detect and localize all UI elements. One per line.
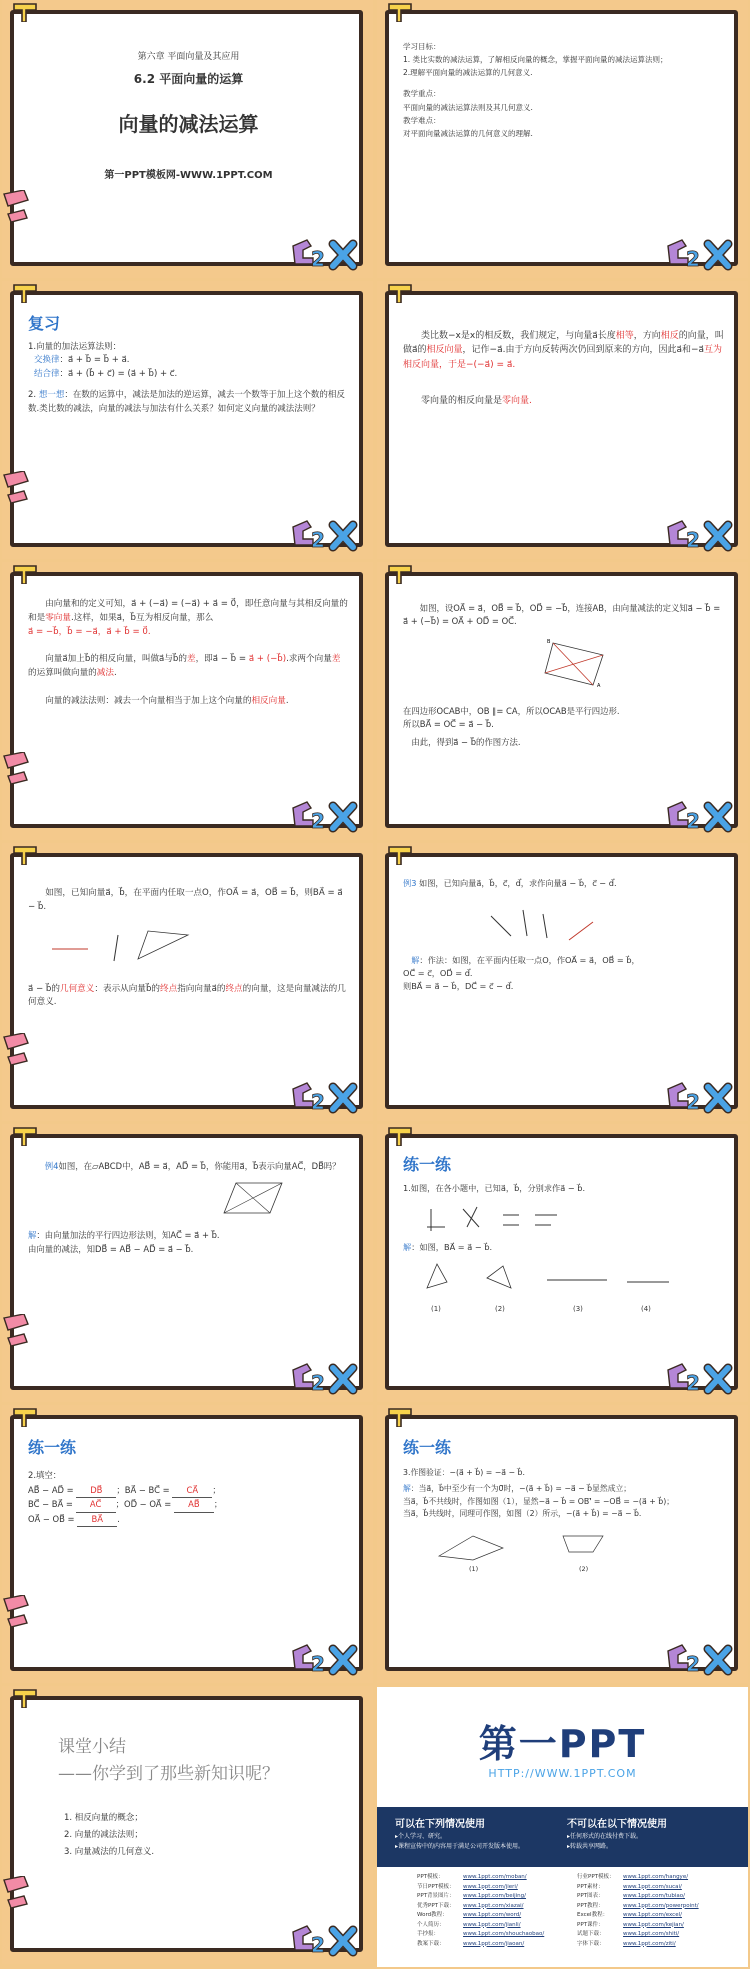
commutative-law: ：a⃗ + b⃗ = b⃗ + a⃗. (59, 355, 130, 366)
resource-link-label: PPT教程： (577, 1902, 604, 1909)
summary-item: 1. 相反向量的概念； (64, 1813, 143, 1824)
math-symbols-decoration-icon (291, 517, 361, 557)
objective-line: 2.理解平面向量的减法运算的几何意义. (403, 68, 533, 78)
resource-link[interactable]: www.1ppt.com/ziti/ (623, 1940, 676, 1947)
objective-line: 1. 类比实数的减法运算，了解相反向量的概念，掌握平面向量的减法运算法则； (403, 55, 668, 65)
think-label: 想一想 (38, 390, 65, 401)
associative-label: 结合律 (34, 368, 60, 379)
resource-link[interactable]: www.1ppt.com/powerpoint/ (623, 1902, 699, 1909)
usage-band (377, 1807, 748, 1867)
corner-decoration-icon (387, 1407, 417, 1427)
figure-caption: (2) (495, 1304, 505, 1313)
slide-4-opposite-vector (377, 281, 748, 559)
corner-decoration-icon (387, 564, 417, 584)
solution-line-3: 则BA⃗ = a⃗ − b⃗，DC⃗ = c⃗ − d⃗. (403, 981, 514, 992)
example-question: 如图，已知向量a⃗，b⃗，c⃗，d⃗，求作向量a⃗ − b⃗，c⃗ − d⃗. (416, 878, 617, 888)
math-symbols-decoration-icon (291, 798, 361, 838)
practice-vectors-figure (423, 1201, 563, 1235)
svg-text:A: A (597, 682, 601, 689)
can-use-item: ▸个人学习、研究。 (395, 1833, 447, 1840)
resource-link[interactable]: www.1ppt.com/tubiao/ (623, 1893, 685, 1899)
resource-link-label: 手抄报： (417, 1931, 440, 1937)
question-2-number: 2. (28, 390, 37, 401)
solution-label: 解 (403, 1484, 411, 1494)
answer-blank[interactable]: AB⃗ (174, 1498, 214, 1512)
resource-link-row (577, 1873, 699, 1883)
verify-question: 3.作图验证：−(a⃗ + b⃗) = −a⃗ − b⃗. (403, 1467, 525, 1477)
corner-decoration-icon (387, 283, 417, 303)
solution-line-1: ：由向量加法的平行四边形法则，知AC⃗ = a⃗ + b⃗. (36, 1230, 220, 1241)
resource-link-label: Word教程： (417, 1912, 448, 1918)
section-title: 6.2 平面向量的运算 (133, 72, 244, 87)
resource-link-row (577, 1883, 699, 1893)
answer-blank[interactable]: CA⃗ (172, 1484, 212, 1498)
slide-7-geometric-meaning (2, 843, 373, 1121)
objective-line: 对平面向量减法运算的几何意义的理解. (403, 128, 533, 138)
resource-link-label: PPT背景图片： (417, 1893, 455, 1899)
slide-14-credits (377, 1687, 748, 1967)
geometric-meaning: a⃗ − b⃗的几何意义：表示从向量b⃗的终点指向向量a⃗的终点的向量，这是向量减法的几何意义. (28, 983, 346, 1008)
solution-label: 解 (403, 1241, 412, 1252)
slide-1-cover (2, 0, 373, 278)
construction-paragraph: 如图，设OA⃗ = a⃗，OB⃗ = b⃗，OD⃗ = −b⃗，连接AB，由向量减法的定义知a⃗ − b⃗ = a⃗ + (−b⃗) = OA⃗ + OD⃗ = OC⃗. (403, 603, 721, 627)
summary-subtitle: ——你学到了那些新知识呢？ (58, 1764, 279, 1785)
slide-13-summary (2, 1686, 373, 1964)
resource-link-label: 节日PPT模板： (417, 1883, 455, 1890)
answer-blank[interactable]: DB⃗ (76, 1484, 116, 1498)
resource-link[interactable]: www.1ppt.com/xiazai/ (463, 1902, 524, 1909)
slide-3-review (2, 281, 373, 559)
parallelogram-figure (543, 635, 613, 695)
resource-link[interactable]: www.1ppt.com/beijing/ (463, 1893, 527, 1899)
math-symbols-decoration-icon (666, 1641, 736, 1681)
pencil-decoration-icon (2, 1314, 30, 1358)
figure-caption: (1) (469, 1565, 479, 1574)
pencil-decoration-icon (2, 471, 30, 515)
parallelogram-abcd-figure (218, 1177, 288, 1221)
lesson-title: 向量的减法运算 (118, 111, 259, 136)
resource-link-label: PPT模板： (417, 1874, 444, 1880)
resource-link-row (417, 1873, 544, 1883)
slide-6-construction (377, 562, 748, 840)
zero-vector-note: 零向量的相反向量是零向量. (421, 396, 532, 407)
slide-12-practice-3 (377, 1405, 748, 1683)
parallelogram-statement: 在四边形OCAB中，OB ∥= CA，所以OCAB是平行四边形. (403, 705, 620, 716)
fill-in-question: 2.填空： (28, 1469, 62, 1480)
vector-difference-figure (48, 921, 228, 969)
solution-label: 解 (411, 955, 420, 966)
slide-10-practice-1 (377, 1124, 748, 1402)
practice-answers-figure (407, 1258, 687, 1304)
slide-2-objectives (377, 0, 748, 278)
resource-link-label: 教案下载： (417, 1940, 445, 1947)
pencil-decoration-icon (2, 190, 30, 234)
cannot-use-item: ▸任何形式的在线付费下载。 (567, 1833, 643, 1840)
objective-line: 学习目标： (403, 42, 441, 51)
resource-link-label: 试题下载： (577, 1931, 605, 1937)
objective-line: 教学难点： (403, 115, 441, 125)
math-symbols-decoration-icon (291, 1360, 361, 1400)
math-symbols-decoration-icon (666, 1079, 736, 1119)
resource-link-row (577, 1892, 699, 1902)
resource-link[interactable]: www.1ppt.com/shouchaobao/ (463, 1931, 545, 1937)
figure-caption: (3) (573, 1304, 583, 1313)
slide-9-example-4 (2, 1124, 373, 1402)
resource-link[interactable]: www.1ppt.com/excel/ (623, 1912, 682, 1918)
answer-blank[interactable]: AC⃗ (76, 1498, 116, 1512)
corner-decoration-icon (387, 1126, 417, 1146)
resource-link-row (417, 1911, 544, 1921)
cannot-use-item: ▸转载共享网路。 (567, 1843, 613, 1850)
corner-decoration-icon (12, 1126, 42, 1146)
example-label: 例3 (403, 878, 417, 888)
resource-link-row (577, 1940, 699, 1950)
resource-link-label: 优秀PPT下载： (417, 1902, 455, 1909)
solution-text: ：如图，BA⃗ = a⃗ − b⃗. (411, 1241, 493, 1252)
section-heading: 练一练 (403, 1438, 452, 1457)
verification-figure (433, 1526, 633, 1564)
corner-decoration-icon (12, 564, 42, 584)
brand-logo: 第一PPT (478, 1722, 647, 1766)
summary-item: 3. 向量减法的几何意义. (64, 1847, 155, 1858)
section-heading: 练一练 (28, 1438, 77, 1457)
resource-link-label: 行业PPT模板： (577, 1874, 615, 1880)
solution-line-2: 由向量的减法，知DB⃗ = AB⃗ − AD⃗ = a⃗ − b⃗. (28, 1243, 194, 1254)
figure-caption: (2) (579, 1565, 589, 1574)
corner-decoration-icon (12, 1407, 42, 1427)
resource-link[interactable]: www.1ppt.com/kejian/ (623, 1921, 684, 1928)
figure-caption: (4) (641, 1304, 651, 1313)
objective-line: 教学重点： (403, 89, 441, 99)
resource-link[interactable]: www.1ppt.com/jianli/ (463, 1921, 521, 1928)
resource-link-label: Excel教程： (577, 1912, 609, 1918)
can-use-title: 可以在下列情况使用 (395, 1819, 485, 1830)
pencil-decoration-icon (2, 1876, 30, 1920)
example-paragraph: 如图，已知向量a⃗，b⃗，在平面内任取一点O，作OA⃗ = a⃗，OB⃗ = b⃗，则BA⃗ = a⃗ − b⃗. (28, 888, 343, 912)
corner-decoration-icon (12, 283, 42, 303)
solution-line-2: 当a⃗，b⃗不共线时，作图如图（1），显然−a⃗ − b⃗ = OB'⃗ = −OB⃗ = −(a⃗ + b⃗)； (403, 1496, 675, 1506)
cannot-use-title: 不可以在以下情况使用 (567, 1819, 667, 1830)
pencil-decoration-icon (2, 1033, 30, 1077)
resource-link-label: PPT素材： (577, 1883, 604, 1890)
math-symbols-decoration-icon (666, 1360, 736, 1400)
fill-in-row: AB⃗ − AD⃗ = DB⃗ ；BA⃗ − BC⃗ = CA⃗ ； (28, 1484, 349, 1498)
slide-8-example-3 (377, 843, 748, 1121)
math-symbols-decoration-icon (666, 236, 736, 276)
math-symbols-decoration-icon (666, 517, 736, 557)
resource-link-row (577, 1911, 699, 1921)
commutative-label: 交换律 (34, 355, 60, 366)
slide-5-subtraction-definition (2, 562, 373, 840)
conclusion: 所以BA⃗ = OC⃗ = a⃗ − b⃗. (403, 719, 494, 730)
solution-line-1: ：作法：如图，在平面内任取一点O，作OA⃗ = a⃗，OB⃗ = b⃗， (419, 955, 640, 966)
resource-link-row (417, 1883, 544, 1893)
corner-decoration-icon (12, 845, 42, 865)
solution-line-1: ：当a⃗，b⃗中至少有一个为0⃗时，−(a⃗ + b⃗) = −a⃗ − b⃗显然成立； (410, 1484, 632, 1494)
resource-link-row (417, 1921, 544, 1931)
resource-link-row (417, 1940, 544, 1950)
can-use-item: ▸课程宣传中的内容用于满足公司开发版本使用。 (395, 1843, 525, 1850)
definition-paragraph: 类比数−x是x的相反数，我们规定，与向量a⃗长度相等，方向相反的向量，叫做a⃗的相反向量，记作−a⃗.由于方向反转两次仍回到原来的方向，因此a⃗和−a⃗互为相反向量，于是−(−a⃗) = a⃗. (403, 331, 724, 370)
associative-law: ：a⃗ + (b⃗ + c⃗) = (a⃗ + b⃗) + c⃗. (59, 368, 178, 379)
resource-link-label: 个人简历： (417, 1921, 445, 1928)
math-symbols-decoration-icon (291, 1922, 361, 1962)
resource-link-row (417, 1902, 544, 1912)
brand-url[interactable]: HTTP://WWW.1PPT.COM (488, 1767, 637, 1780)
section-heading: 练一练 (403, 1155, 452, 1174)
resource-link[interactable]: www.1ppt.com/jiaoan/ (463, 1940, 525, 1947)
paragraph-difference: 向量a⃗加上b⃗的相反向量，叫做a⃗与b⃗的差，即a⃗ − b⃗ = a⃗ + (−b⃗).求两个向量差的运算叫做向量的减法. (28, 654, 341, 678)
four-vectors-figure (483, 896, 603, 946)
question-1: 1.向量的加法运算法则： (28, 341, 122, 352)
objective-line (403, 79, 724, 87)
slide-11-practice-2 (2, 1405, 373, 1683)
method-note: 由此，得到a⃗ − b⃗的作图方法. (411, 736, 521, 747)
chapter-title: 第六章 平面向量及其应用 (137, 52, 240, 62)
summary-title: 课堂小结 (58, 1737, 126, 1757)
math-symbols-decoration-icon (291, 236, 361, 276)
resource-link-row (417, 1930, 544, 1940)
solution-line-2: OC⃗ = c⃗，OD⃗ = d⃗. (403, 968, 473, 979)
resource-link-row (417, 1892, 544, 1902)
site-footer: 第一PPT模板网-WWW.1PPT.COM (104, 169, 273, 181)
resource-link[interactable]: www.1ppt.com/shiti/ (623, 1931, 680, 1937)
summary-item: 2. 向量的减法法则； (64, 1830, 143, 1841)
corner-decoration-icon (12, 2, 42, 22)
fill-in-row: OA⃗ − OB⃗ = BA⃗ . (28, 1513, 349, 1527)
paragraph-rule: 向量的减法法则：减去一个向量相当于加上这个向量的相反向量. (45, 695, 289, 706)
resource-link-row (577, 1902, 699, 1912)
example-label: 例4 (44, 1161, 59, 1171)
figure-caption: (1) (431, 1304, 441, 1313)
resource-link[interactable]: www.1ppt.com/moban/ (463, 1874, 527, 1880)
resource-link[interactable]: www.1ppt.com/word/ (463, 1912, 522, 1918)
math-symbols-decoration-icon (291, 1079, 361, 1119)
svg-text:B: B (547, 638, 551, 645)
practice-question: 1.如图，在各小题中，已知a⃗，b⃗，分别求作a⃗ − b⃗. (403, 1182, 586, 1193)
solution-label: 解 (28, 1230, 37, 1241)
objective-line: 平面向量的减法运算法则及其几何意义. (403, 102, 533, 112)
fill-in-row: BC⃗ − BA⃗ = AC⃗ ；OD⃗ − OA⃗ = AB⃗ ； (28, 1498, 349, 1512)
resource-link-label: PPT课件： (577, 1921, 604, 1928)
paragraph-sum-zero: 由向量和的定义可知，a⃗ + (−a⃗) = (−a⃗) + a⃗ = 0⃗，即任意向量与其相反向量的和是零向量.这样，如果a⃗，b⃗互为相反向量，那么 a⃗ = −b⃗，b⃗ = −a⃗，a⃗ + b⃗ = 0⃗. (28, 599, 348, 637)
corner-decoration-icon (12, 1688, 42, 1708)
math-symbols-decoration-icon (666, 798, 736, 838)
math-symbols-decoration-icon (291, 1641, 361, 1681)
corner-decoration-icon (387, 845, 417, 865)
resource-link-row (577, 1921, 699, 1931)
resource-link[interactable]: www.1ppt.com/jieri/ (463, 1883, 518, 1890)
answer-blank[interactable]: BA⃗ (77, 1513, 117, 1527)
resource-link-label: 字体下载： (577, 1940, 605, 1947)
resource-link[interactable]: www.1ppt.com/sucai/ (623, 1883, 682, 1890)
pencil-decoration-icon (2, 752, 30, 796)
section-heading: 复习 (28, 314, 61, 333)
resource-link-row (577, 1930, 699, 1940)
pencil-decoration-icon (2, 1595, 30, 1639)
resource-link-label: PPT图表： (577, 1893, 604, 1899)
solution-line-3: 当a⃗，b⃗共线时，同理可作图，如图（2）所示，−(a⃗ + b⃗) = −a⃗ − b⃗. (403, 1509, 642, 1518)
resource-links (377, 1867, 748, 1967)
example-question: 如图，在▱ABCD中，AB⃗ = a⃗，AD⃗ = b⃗，你能用a⃗，b⃗表示向量AC⃗，DB⃗吗？ (58, 1161, 341, 1171)
resource-link[interactable]: www.1ppt.com/hangye/ (623, 1874, 689, 1880)
corner-decoration-icon (387, 2, 417, 22)
question-2: ：在数的运算中，减法是加法的逆运算，减去一个数等于加上这个数的相反数.类比数的减法，向量的减法与加法有什么关系？如何定义向量的减法法则？ (28, 390, 345, 414)
